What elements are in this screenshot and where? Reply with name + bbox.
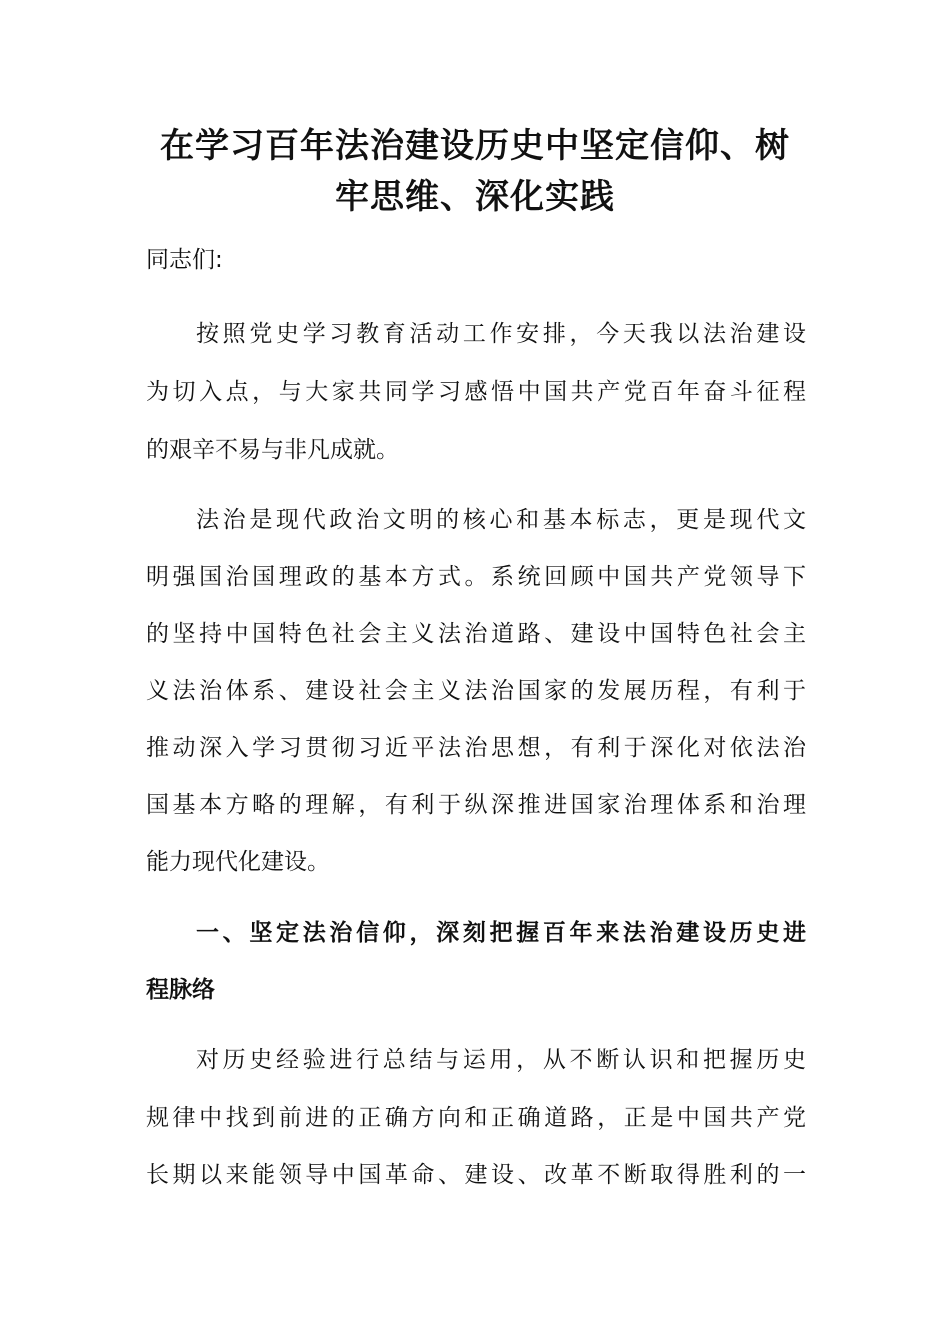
paragraph-line: 推动深入学习贯彻习近平法治思想，有利于深化对依法治 [146,735,806,761]
paragraph-line: 长期以来能领导中国革命、建设、改革不断取得胜利的一 [146,1162,806,1188]
paragraph-line: 的坚持中国特色社会主义法治道路、建设中国特色社会主 [146,621,806,647]
title-line-2: 牢思维、深化实践 [335,177,615,217]
section-heading-line: 一、坚定法治信仰，深刻把握百年来法治建设历史进 [196,920,806,946]
paragraph-line: 能力现代化建设。 [146,849,330,875]
paragraph-line: 规律中找到前进的正确方向和正确道路，正是中国共产党 [146,1105,806,1131]
section-heading-line: 程脉络 [146,977,215,1003]
paragraph-line: 国基本方略的理解，有利于纵深推进国家治理体系和治理 [146,792,806,818]
title-line-1: 在学习百年法治建设历史中坚定信仰、树 [160,126,790,166]
paragraph-line: 为切入点，与大家共同学习感悟中国共产党百年奋斗征程 [146,379,806,405]
paragraph-line: 明强国治国理政的基本方式。系统回顾中国共产党领导下 [146,564,806,590]
paragraph-line: 义法治体系、建设社会主义法治国家的发展历程，有利于 [146,678,806,704]
paragraph-line: 的艰辛不易与非凡成就。 [146,437,399,463]
paragraph-line: 法治是现代政治文明的核心和基本标志，更是现代文 [196,507,806,533]
paragraph-line: 按照党史学习教育活动工作安排，今天我以法治建设 [196,321,806,347]
salutation: 同志们: [146,247,223,273]
paragraph-line: 对历史经验进行总结与运用，从不断认识和把握历史 [196,1047,806,1073]
